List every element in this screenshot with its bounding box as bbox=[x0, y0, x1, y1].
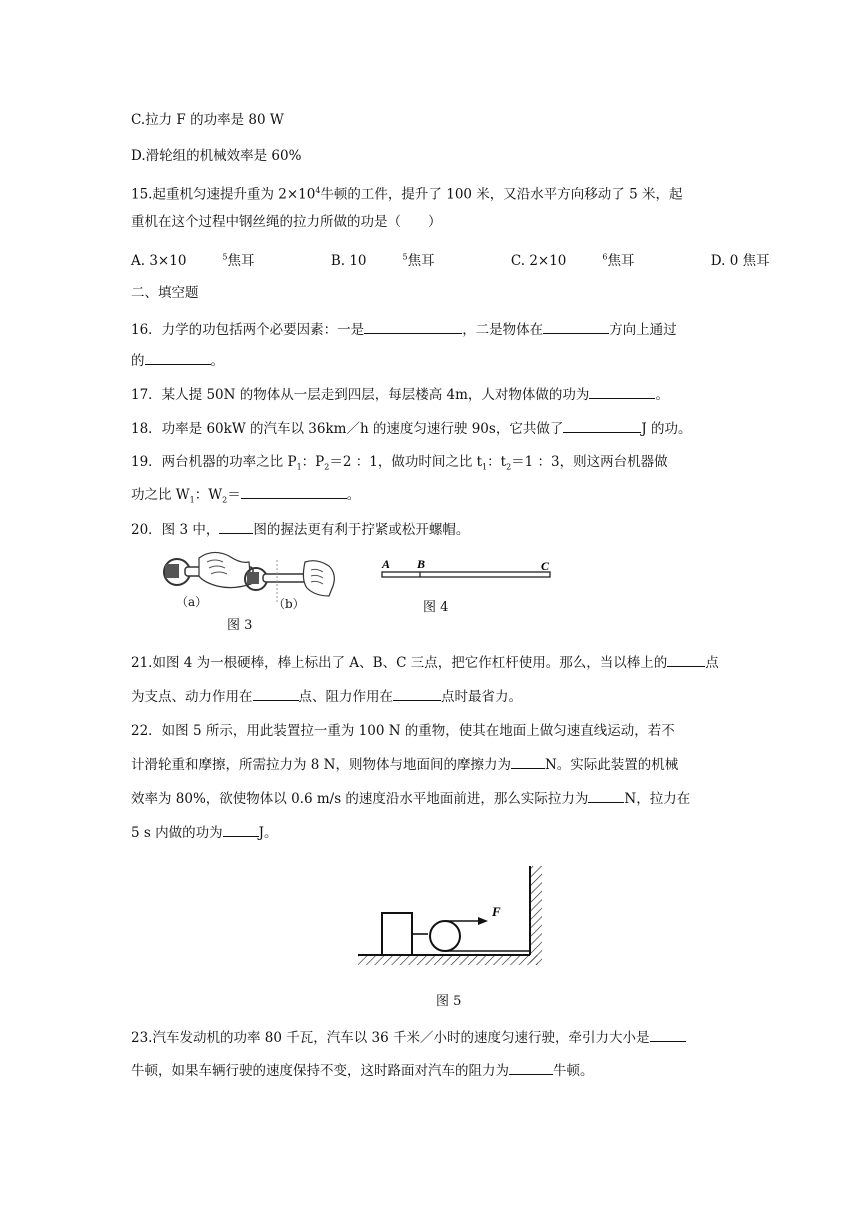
q15-options bbox=[131, 247, 806, 271]
q23-line1: 23.汽车发动机的功率 80 千瓦，汽车以 36 千米／小时的速度匀速行驶，牵引力大小是 bbox=[131, 1027, 686, 1048]
answer-blank[interactable] bbox=[667, 652, 705, 667]
force-label: F bbox=[492, 904, 501, 919]
q15-option-c: C. 2×10 $^6$焦耳 bbox=[510, 252, 635, 269]
q15-text: 15.起重机匀速提升重为 2×10 bbox=[131, 186, 316, 203]
q14-option-c: C.拉力 F 的功率是 80 W bbox=[131, 112, 284, 128]
answer-blank[interactable] bbox=[393, 686, 441, 701]
q16-line2: 的 。 bbox=[131, 350, 224, 371]
point-b-label: B bbox=[417, 557, 426, 571]
section-heading: 二、填空题 bbox=[131, 285, 199, 301]
q15-line2: 重机在这个过程中钢丝绳的拉力所做的功是（ ） bbox=[131, 214, 442, 230]
figure-3-caption: 图 3 bbox=[227, 618, 253, 633]
q23-line2: 牛顿，如果车辆行驶的速度保持不变，这时路面对汽车的阻力为 牛顿。 bbox=[131, 1060, 594, 1081]
point-a-label: A bbox=[382, 557, 391, 571]
figure-3-label-b: （b） bbox=[273, 597, 305, 611]
answer-blank[interactable] bbox=[589, 384, 655, 399]
answer-blank[interactable] bbox=[219, 519, 253, 534]
force-arrow bbox=[478, 917, 488, 925]
q15-exponent: 4 bbox=[315, 186, 321, 195]
answer-blank[interactable] bbox=[223, 822, 259, 837]
q19-line1: 19．两台机器的功率之比 $P_1$：$P_2=2$ ：1，做功时间之比 $t_1$：$t_2=1$ ：3，则这两台机器做 bbox=[131, 454, 668, 472]
q15-text: 牛顿的工件，提升了 100 米，又沿水平方向移动了 5 米，起 bbox=[320, 186, 683, 203]
wrench-a-drawing bbox=[164, 552, 253, 587]
q15-line1 bbox=[131, 181, 682, 205]
q15-option-b: B. 10 $^5$焦耳 bbox=[330, 252, 435, 269]
q21-line2: 为支点、动力作用在 点、阻力作用在 点时最省力。 bbox=[131, 686, 522, 707]
answer-blank[interactable] bbox=[543, 319, 609, 334]
q14-option-d: D.滑轮组的机械效率是 60% bbox=[131, 148, 302, 164]
answer-blank[interactable] bbox=[509, 1060, 553, 1075]
q15-option-d: D. 0 焦耳 bbox=[710, 252, 770, 269]
answer-blank[interactable] bbox=[511, 754, 545, 769]
figure-5-pulley-diagram bbox=[350, 862, 548, 972]
q22-line4: 5 s 内做的功为 J。 bbox=[131, 822, 278, 843]
q22-line1: 22．如图 5 所示，用此装置拉一重为 100 N 的重物，使其在地面上做匀速直线运动，若不 bbox=[131, 723, 675, 739]
figure-3-label-a: （a） bbox=[176, 595, 208, 609]
figure-4-caption: 图 4 bbox=[423, 600, 449, 615]
answer-blank[interactable] bbox=[364, 319, 462, 334]
q17: 17．某人提 50N 的物体从一层走到四层，每层楼高 4m，人对物体做的功为 。 bbox=[131, 384, 669, 405]
q18: 18．功率是 60kW 的汽车以 36km／h 的速度匀速行驶 90s，它共做了 J 的功。 bbox=[131, 418, 692, 439]
q19-line2: 功之比 $W_1$：$W_2=$ 。 bbox=[131, 484, 360, 511]
q16-line1: 16．力学的功包括两个必要因素：一是 ，二是物体在 方向上通过 bbox=[131, 319, 677, 340]
rod-bar bbox=[382, 572, 550, 577]
q22-line3: 效率为 80%，欲使物体以 0.6 m/s 的速度沿水平地面前进，那么实际拉力为 N，拉力在 bbox=[131, 788, 690, 809]
wall-hatching bbox=[530, 866, 542, 965]
q20: 20．图 3 中， 图的握法更有利于拧紧或松开螺帽。 bbox=[131, 519, 469, 540]
answer-blank[interactable] bbox=[588, 788, 624, 803]
answer-blank[interactable] bbox=[253, 686, 299, 701]
answer-blank[interactable] bbox=[563, 418, 641, 433]
point-c-label: C bbox=[541, 559, 550, 573]
weight-block bbox=[382, 913, 412, 955]
answer-blank[interactable] bbox=[650, 1027, 686, 1042]
pulley-wheel bbox=[430, 921, 460, 951]
answer-blank[interactable] bbox=[145, 350, 211, 365]
q21-line1: 21.如图 4 为一根硬棒，棒上标出了 A、B、C 三点，把它作杠杆使用。那么，当以棒上的 点 bbox=[131, 652, 719, 673]
figure-4-rod bbox=[380, 556, 555, 586]
q15-option-a: A. 3×10 $^5$焦耳 bbox=[131, 252, 255, 269]
ground-hatching bbox=[358, 955, 538, 965]
answer-blank[interactable] bbox=[241, 484, 347, 499]
q22-line2: 计滑轮重和摩擦，所需拉力为 8 N，则物体与地面间的摩擦力为 N。实际此装置的机械 bbox=[131, 754, 678, 775]
figure-5-caption: 图 5 bbox=[436, 994, 462, 1009]
